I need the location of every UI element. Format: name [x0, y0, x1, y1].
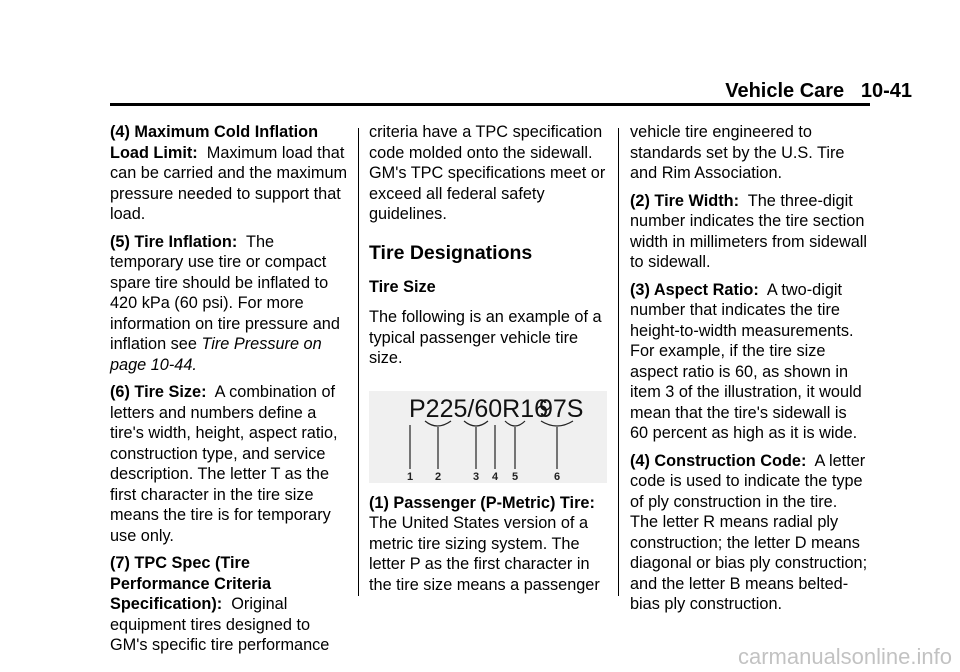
term-body: A two-digit number that indicates the tire height-to-width measurements. For example, if the tire size aspect ratio is 60, as shown in item 3 of the illustration, it would mean that the tire's sidewall is 60 percent as high as it is wide.	[630, 280, 862, 442]
paragraph	[369, 493, 607, 596]
paragraph	[110, 553, 348, 656]
term-heading: (5) Tire Inflation:	[110, 232, 238, 251]
term-heading: (1) Passenger (P-Metric) Tire:	[369, 493, 595, 512]
term-body: The United States version of a metric tire sizing system. The letter P as the first character in the tire size means a passenger	[369, 514, 600, 594]
term-heading: (3) Aspect Ratio:	[630, 280, 759, 299]
tire-size-code: P225/60R16	[409, 394, 549, 423]
column-divider	[618, 128, 619, 596]
term-body: A combination of letters and numbers define a tire's width, height, aspect ratio, construction type, and service description. The letter T as the first character in the tire size means the tire is for temporary use only.	[110, 383, 338, 545]
term-heading: (4) Construction Code:	[630, 451, 807, 470]
column-divider	[358, 128, 359, 596]
paragraph	[110, 382, 348, 546]
service-description-code: 97S	[539, 394, 584, 423]
callout-label: 2	[434, 470, 442, 483]
callout-label: 1	[406, 470, 414, 483]
subsection-heading: Tire Size	[369, 277, 436, 296]
callout-label: 3	[472, 470, 480, 483]
column-2	[369, 122, 607, 602]
paragraph	[630, 280, 868, 444]
paragraph: The following is an example of a typical passenger vehicle tire size.	[369, 308, 602, 367]
callout-label: 5	[511, 470, 519, 483]
cross-reference-link[interactable]: Tire Pressure on page 10-44.	[110, 335, 322, 374]
paragraph: criteria have a TPC specification code molded onto the sidewall. GM's TPC specifications meet or exceed all federal safety guidelines.	[369, 123, 606, 223]
term-body: The three-digit number indicates the tire section width in millimeters from sidewall to sidewall.	[630, 191, 868, 271]
column-1	[110, 122, 348, 663]
term-heading: (6) Tire Size:	[110, 383, 207, 401]
watermark: carmanualsonline.info	[737, 644, 952, 669]
term-heading: (4) Maximum Cold Inflation Load Limit:	[110, 123, 319, 162]
term-body: Maximum load that can be carried and the maximum pressure needed to support that load.	[110, 143, 348, 223]
paragraph	[110, 122, 348, 225]
header-rule	[110, 103, 870, 106]
page-header	[0, 0, 960, 108]
paragraph	[630, 451, 868, 615]
callout-label: 6	[553, 470, 561, 483]
page-number: 10-41	[860, 80, 912, 102]
term-heading: (7) TPC Spec (Tire Performance Criteria Specification):	[110, 554, 272, 613]
paragraph	[110, 232, 348, 376]
term-body: A letter code is used to indicate the type of ply construction in the tire. The letter R means radial ply construction; the letter D means diagonal or bias ply construction; and the letter B means belted-bias ply construction.	[630, 451, 868, 613]
paragraph: vehicle tire engineered to standards set by the U.S. Tire and Rim Association.	[630, 123, 845, 182]
term-body: The temporary use tire or compact spare tire should be inflated to 420 kPa (60 psi). For more information on tire pressure and inflation see	[110, 232, 340, 353]
paragraph	[630, 191, 868, 273]
callout-label: 4	[491, 470, 499, 483]
term-body: Original equipment tires designed to GM's specific tire performance	[110, 595, 330, 654]
term-heading: (2) Tire Width:	[630, 191, 739, 210]
section-title: Vehicle Care	[725, 80, 845, 102]
page-footer	[0, 644, 960, 672]
column-3	[630, 122, 868, 622]
section-heading: Tire Designations	[369, 241, 533, 264]
tire-size-diagram	[369, 391, 607, 483]
tire-size-illustration	[369, 391, 607, 483]
page-header-title	[725, 80, 912, 103]
